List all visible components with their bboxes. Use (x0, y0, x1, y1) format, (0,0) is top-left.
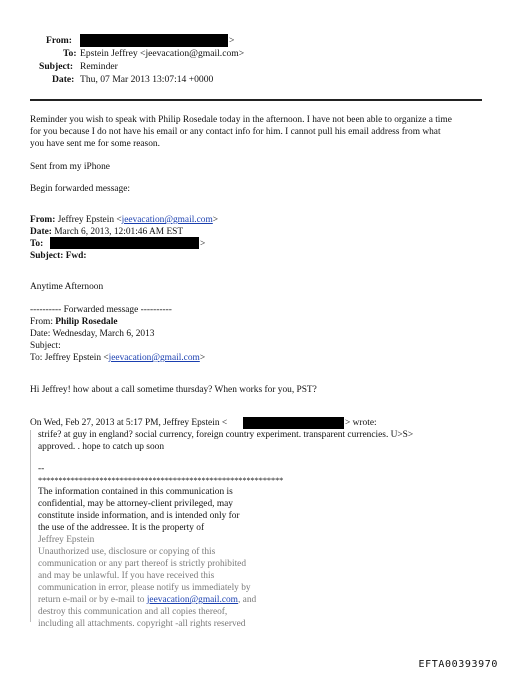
message-line: you have sent me for some reason. (30, 139, 160, 149)
disclaimer-line: including all attachments. copyright -all rights reserved (38, 619, 246, 629)
forward1-to-label: To: (30, 239, 44, 249)
disclaimer-line: Unauthorized use, disclosure or copying of this (38, 547, 216, 557)
forward2-to-line (30, 353, 205, 365)
header-from-tail: > (229, 35, 235, 46)
message-line: Reminder you wish to speak with Philip Rosedale today in the afternoon. I have not been able to organize a time (30, 115, 452, 125)
disclaimer-return-prefix: return e-mail or by e-mail to (38, 595, 147, 605)
disclaimer-line: confidential, may be attorney-client privileged, may (38, 499, 233, 509)
header-divider (30, 99, 482, 101)
quote-bar (30, 430, 31, 622)
redaction-bar (50, 237, 199, 249)
forward2-subject-line: Subject: (30, 341, 61, 351)
header-subject-label: Subject: (39, 61, 74, 72)
redaction-bar (243, 417, 344, 429)
forward1-from-name: Jeffrey Epstein < (57, 215, 122, 225)
forward1-to-tail: > (200, 239, 206, 249)
forward1-date-value: March 6, 2013, 12:01:46 AM EST (54, 227, 184, 237)
quoted-intro-suffix: > wrote: (345, 418, 377, 428)
disclaimer-line: destroy this communication and all copies thereof, (38, 607, 228, 617)
forward2-from-name: Philip Rosedale (55, 317, 118, 327)
begin-forwarded-line: Begin forwarded message: (30, 184, 130, 194)
header-from-label: From: (46, 35, 72, 46)
disclaimer-return-line (38, 595, 256, 607)
header-to-label: To: (63, 48, 77, 59)
disclaimer-line: constitute inside information, and is intended only for (38, 511, 240, 521)
forwarded-divider: ---------- Forwarded message ---------- (30, 305, 172, 315)
forward2-date-line: Date: Wednesday, March 6, 2013 (30, 329, 155, 339)
signature-dash: -- (38, 464, 45, 474)
forward2-from-label: From: (30, 317, 56, 327)
disclaimer-line: and may be unlawful. If you have received this (38, 571, 215, 581)
forward1-from-close: > (212, 215, 219, 225)
quoted-intro-prefix: On Wed, Feb 27, 2013 at 5:17 PM, Jeffrey Epstein < (30, 418, 228, 428)
header-to-value: Epstein Jeffrey <jeevacation@gmail.com> (80, 48, 245, 59)
forward2-from-line (30, 317, 118, 329)
forward2-to-close: > (199, 353, 206, 363)
forward1-subject-value: Fwd: (65, 251, 87, 261)
quoted-line: approved. . hope to catch up soon (38, 442, 165, 452)
disclaimer-line: Jeffrey Epstein (38, 535, 95, 545)
disclaimer-line: The information contained in this communication is (38, 487, 233, 497)
star-divider: ************************************************************ (38, 476, 284, 485)
forward2-body: Hi Jeffrey! how about a call sometime thursday? When works for you, PST? (30, 385, 317, 395)
forward1-subject-label: Subject: (30, 251, 64, 261)
forward1-from-line (30, 215, 218, 227)
disclaimer-line: communication in error, please notify us immediately by (38, 583, 251, 593)
disclaimer-return-suffix: , and (237, 595, 257, 605)
forward1-date-label: Date: (30, 227, 52, 237)
forward2-to-email-link[interactable]: jeevacation@gmail.com (108, 353, 200, 363)
sent-from-line: Sent from my iPhone (30, 162, 110, 172)
bates-number: EFTA00393970 (418, 659, 498, 670)
forward1-from-label: From: (30, 215, 56, 225)
header-date-label: Date: (52, 74, 75, 85)
message-line: for you because I do not have his email or any contact info for him. I cannot pull his email address from what (30, 127, 441, 137)
forward1-subject-line (30, 251, 87, 263)
redaction-bar (80, 34, 228, 47)
header-date-value: Thu, 07 Mar 2013 13:07:14 +0000 (80, 74, 214, 85)
forward1-body: Anytime Afternoon (30, 282, 104, 292)
forward2-to-prefix: To: Jeffrey Epstein < (30, 353, 109, 363)
disclaimer-line: communication or any part thereof is strictly prohibited (38, 559, 247, 569)
header-subject-value: Reminder (80, 61, 118, 72)
disclaimer-email-link[interactable]: jeevacation@gmail.com (146, 595, 238, 605)
forward1-from-email-link[interactable]: jeevacation@gmail.com (121, 215, 213, 225)
quoted-line: strife? at guy in england? social currency, foreign country experiment. transparent currencies. U>S> (38, 430, 414, 440)
disclaimer-line: the use of the addressee. It is the property of (38, 523, 205, 533)
